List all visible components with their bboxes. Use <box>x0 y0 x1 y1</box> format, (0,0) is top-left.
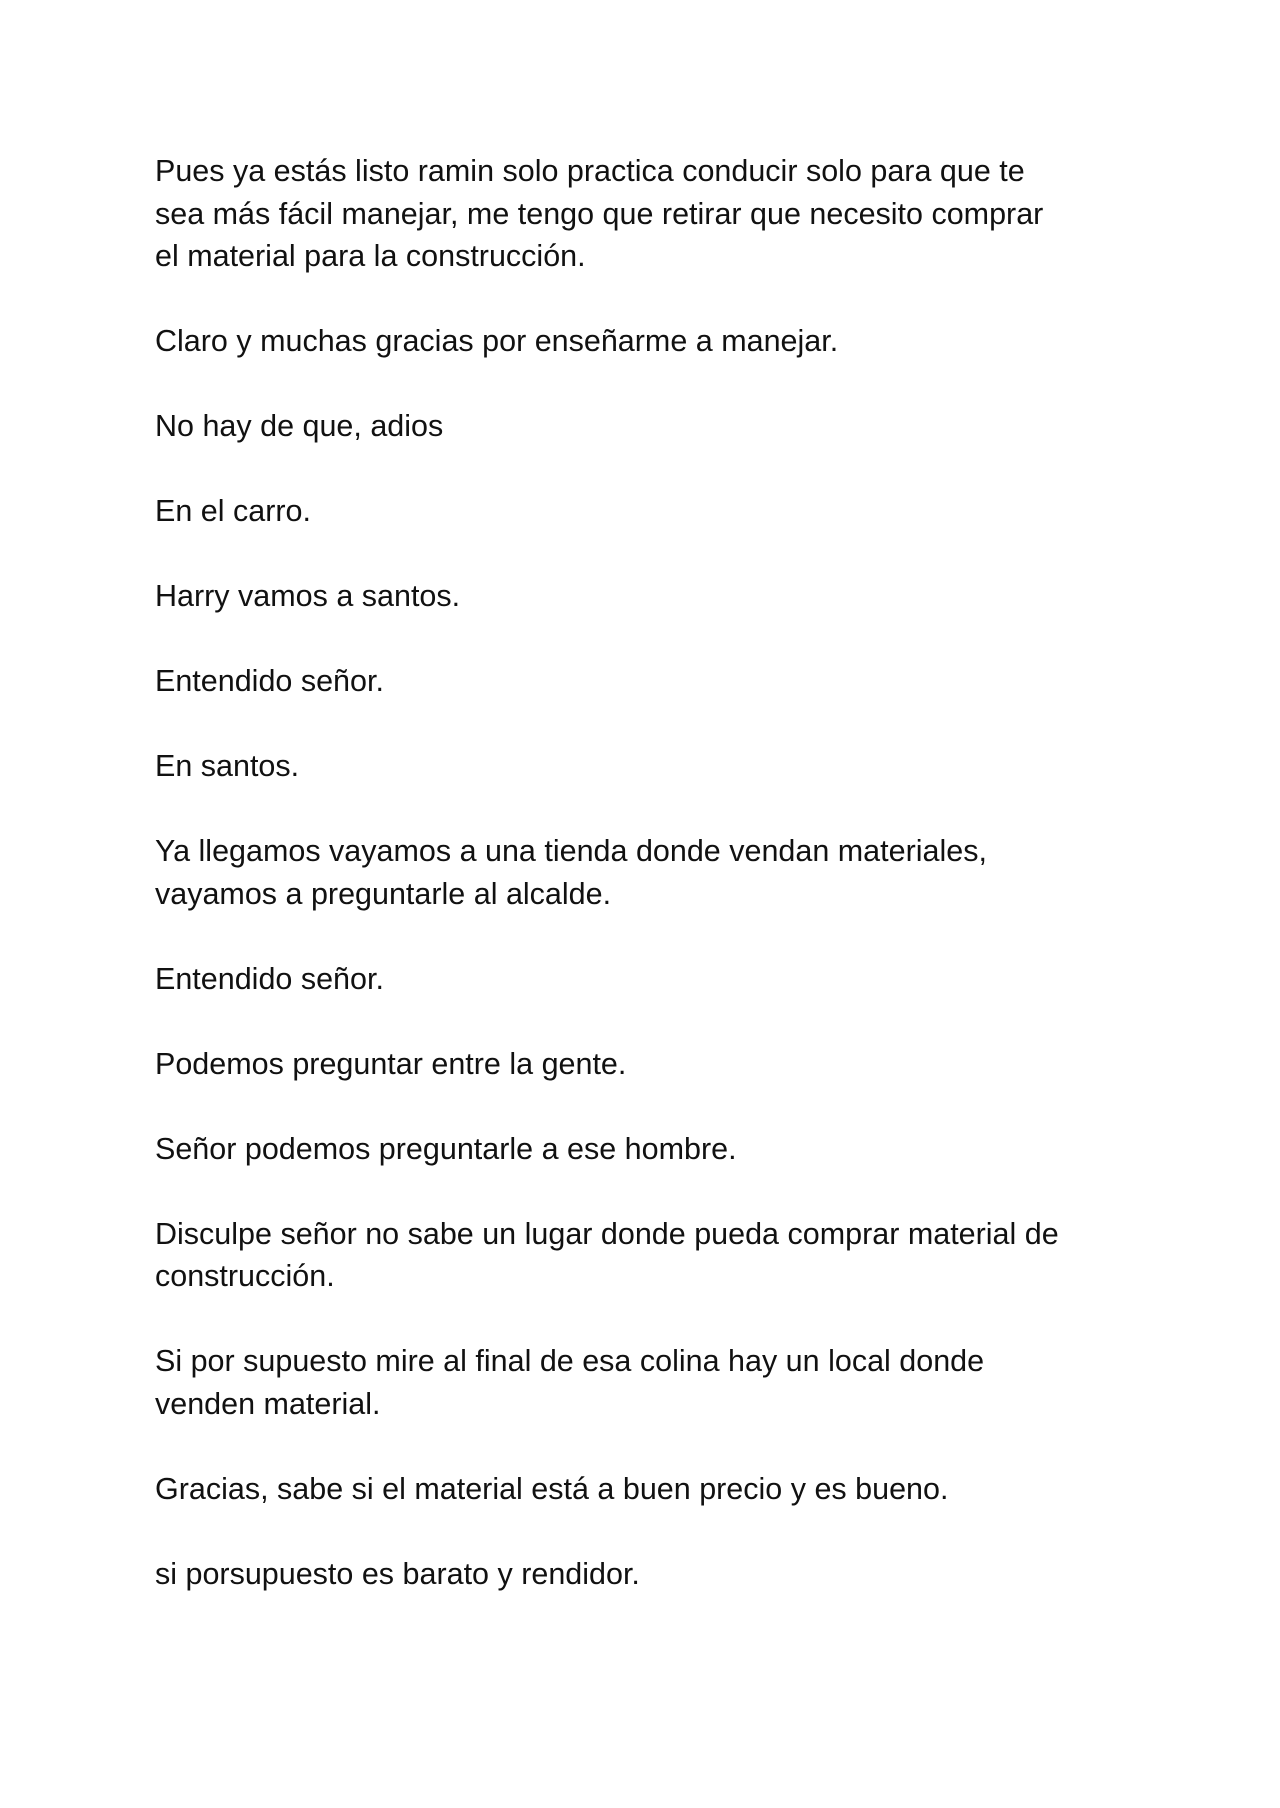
paragraph: Claro y muchas gracias por enseñarme a manejar. <box>155 324 839 358</box>
paragraph: Harry vamos a santos. <box>155 579 461 613</box>
paragraph: Señor podemos preguntarle a ese hombre. <box>155 1131 737 1166</box>
paragraph: Podemos preguntar entre la gente. <box>155 1046 627 1081</box>
paragraph: Pues ya estás listo ramin solo practica conducir solo para que te sea más fácil manejar, me tengo que retirar que necesito comprar el material para la construcción. <box>155 154 1044 273</box>
document-body <box>155 150 1135 1638</box>
paragraph: En santos. <box>155 749 300 783</box>
paragraph: Disculpe señor no sabe un lugar donde pueda comprar material de construcción. <box>155 1216 1059 1293</box>
paragraph: Gracias, sabe si el material está a buen precio y es bueno. <box>155 1471 949 1506</box>
paragraph: Ya llegamos vayamos a una tienda donde vendan materiales, vayamos a preguntarle al alcalde. <box>155 834 987 911</box>
paragraph: Entendido señor. <box>155 664 384 698</box>
paragraph: Entendido señor. <box>155 961 384 996</box>
paragraph: Si por supuesto mire al final de esa colina hay un local donde venden material. <box>155 1344 985 1421</box>
paragraph: si porsupuesto es barato y rendidor. <box>155 1556 640 1591</box>
paragraph: No hay de que, adios <box>155 409 444 443</box>
paragraph: En el carro. <box>155 494 311 528</box>
